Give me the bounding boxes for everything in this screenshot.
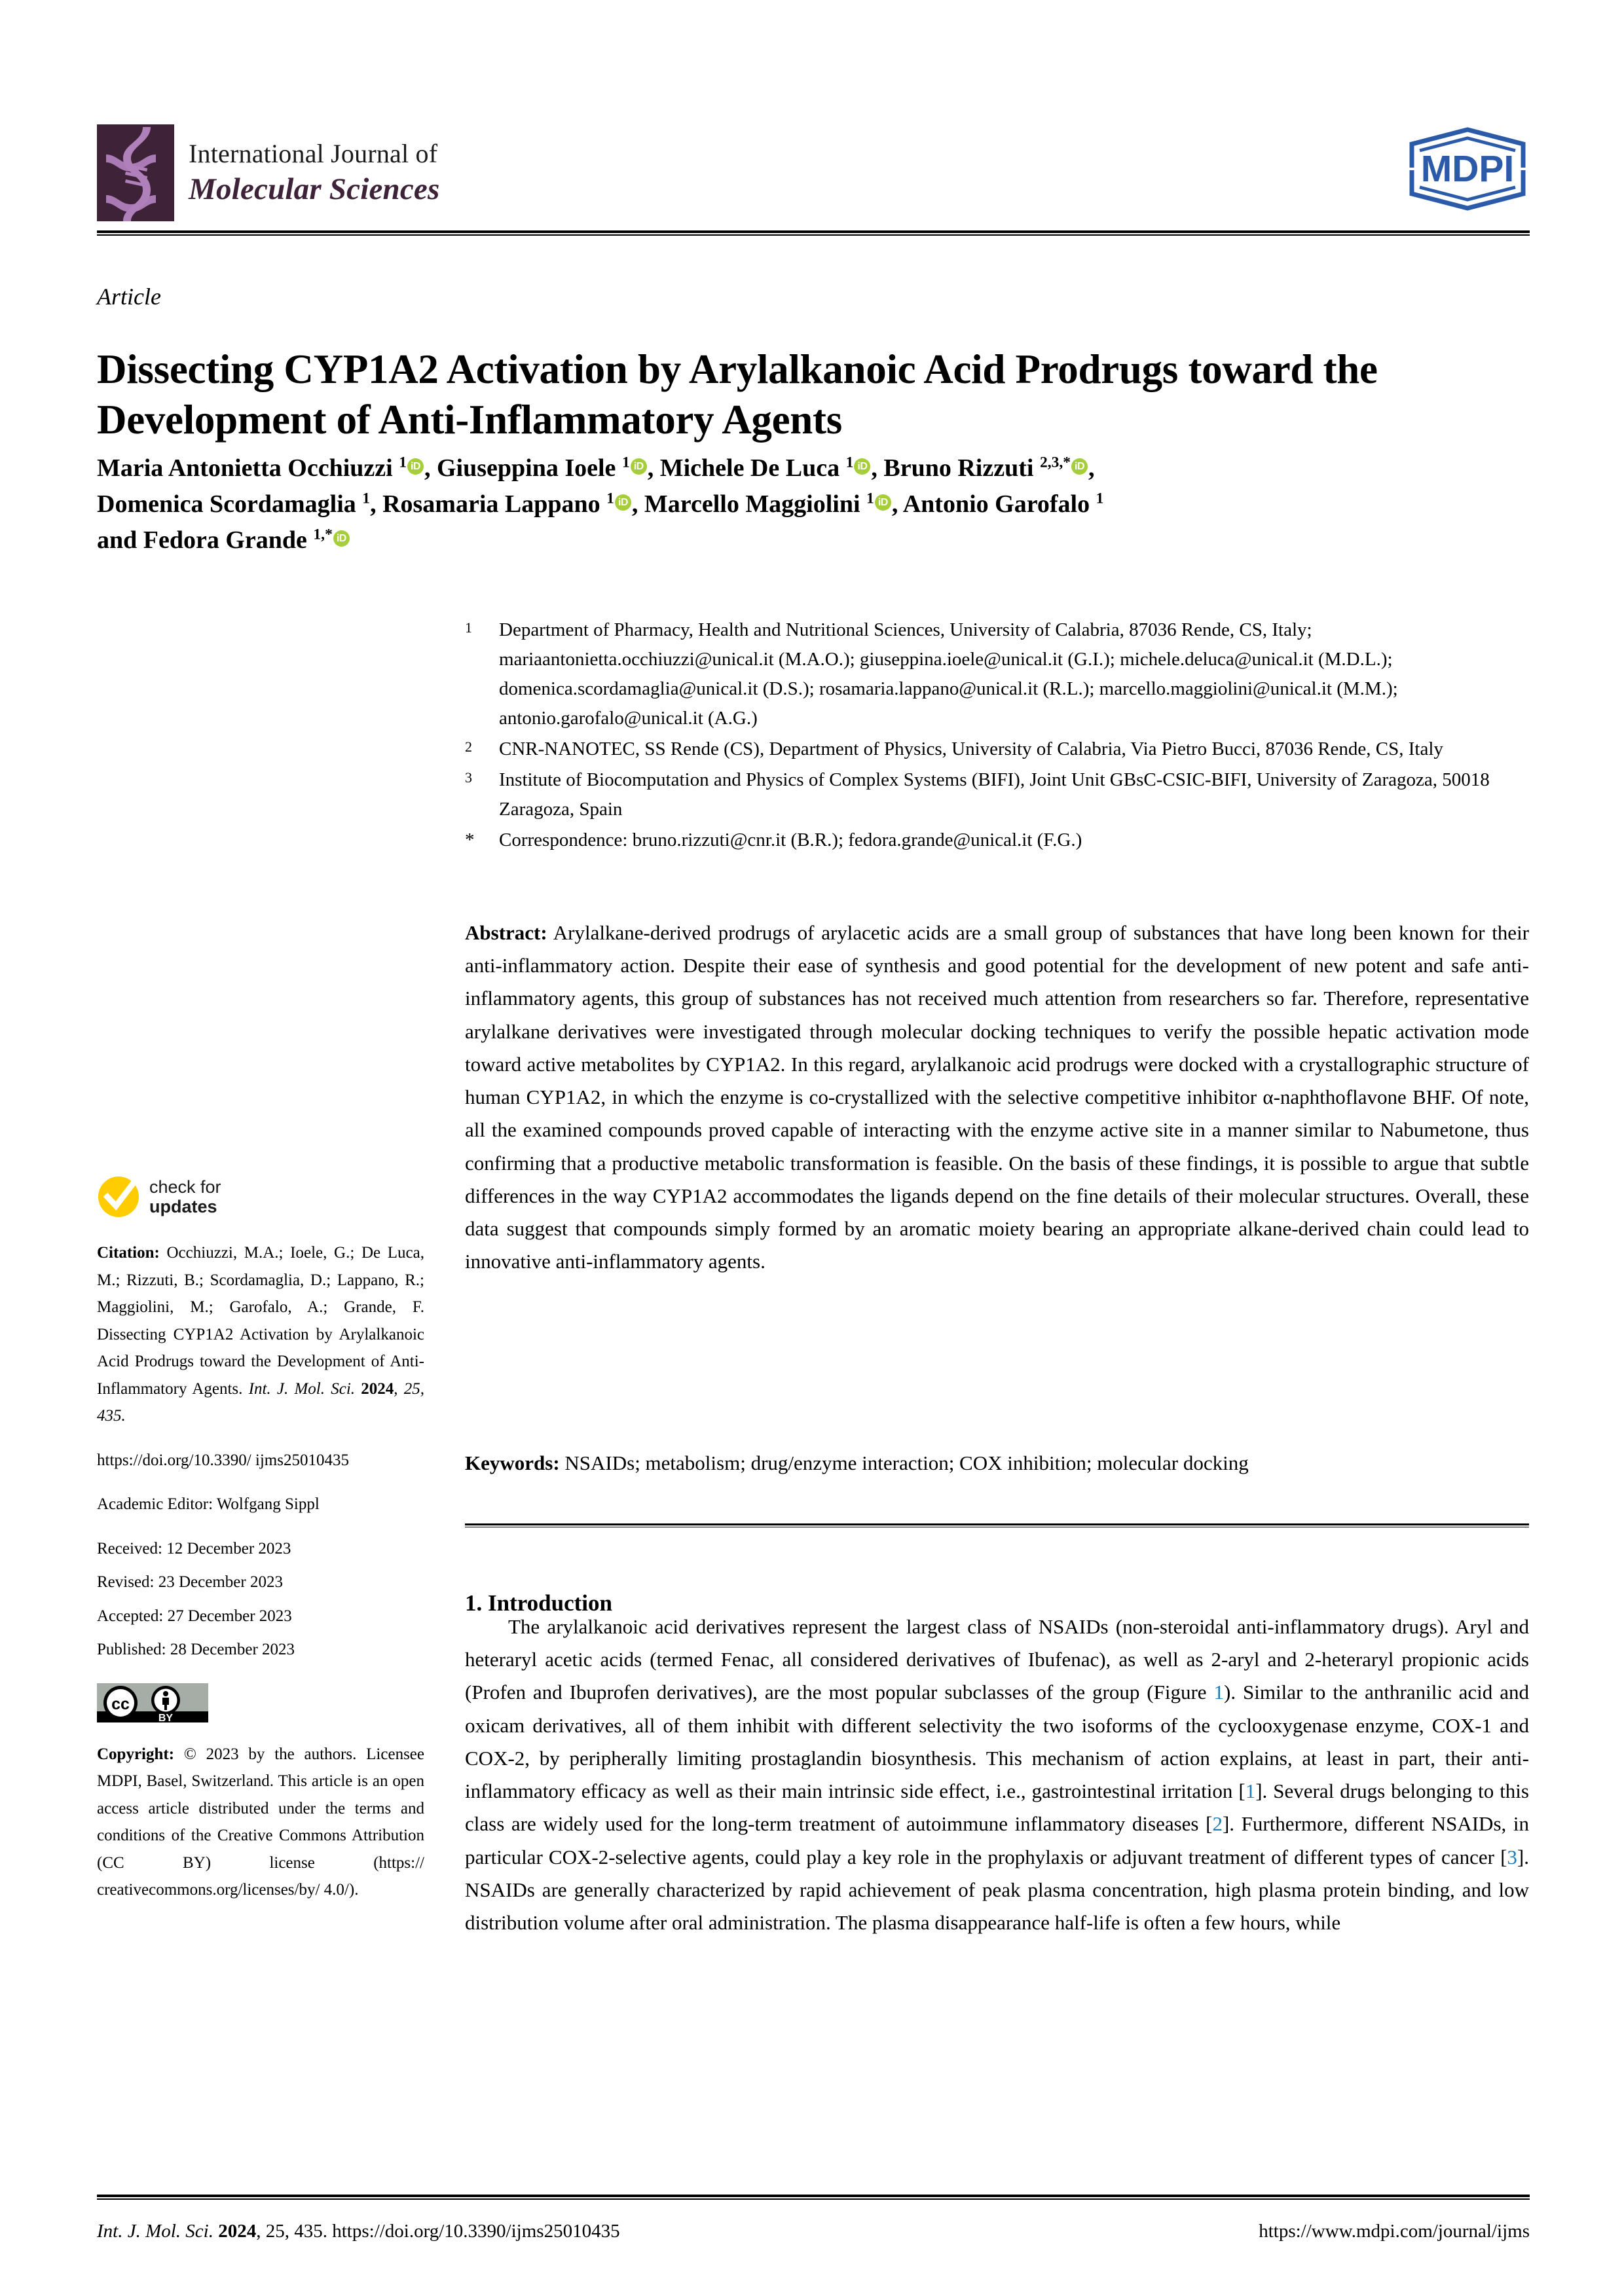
citation-journal: Int. J. Mol. Sci. (248, 1379, 356, 1398)
mdpi-logo (1405, 127, 1530, 211)
introduction-heading: 1. Introduction (465, 1590, 612, 1616)
article-type-label: Article (97, 283, 161, 310)
affiliation-number: 3 (465, 769, 472, 786)
keywords-text: NSAIDs; metabolism; drug/enzyme interaction; COX inhibition; molecular docking (559, 1451, 1249, 1474)
author-affil-ref: 1 (399, 454, 407, 471)
page-header (97, 124, 1530, 229)
reference-link-2[interactable]: 2 (1212, 1812, 1223, 1836)
orcid-icon[interactable]: iD (407, 458, 424, 475)
correspondence-text: Correspondence: bruno.rizzuti@cnr.it (B.R.); fedora.grande@unical.it (F.G.) (499, 829, 1082, 850)
author-affil-ref: 1 (606, 490, 614, 507)
affiliation-text: Department of Pharmacy, Health and Nutritional Sciences, University of Calabria, 87036 Rende, CS, Italy; mariaantonietta.occhiuzzi@unical.it (M.A.O.); giuseppina.ioele@unical.it (G.I.); michele.deluca@unical.it (M.D.L.); domenica.scordamaglia@unical.it (D.S.); rosamaria.lappano@unical.it (R.L.); marcello.maggiolini@unical.it (M.M.); antonio.garofalo@unical.it (A.G.) (499, 619, 1398, 729)
affiliation-item (465, 735, 1529, 764)
updates-text: updates (149, 1197, 217, 1216)
footer-doi: , 25, 435. https://doi.org/10.3390/ijms25010435 (256, 2221, 620, 2242)
orcid-icon[interactable]: iD (854, 458, 870, 475)
section-divider-rule (465, 1523, 1529, 1527)
accepted-date: Accepted: 27 December 2023 (97, 1607, 292, 1625)
affiliation-number: 1 (465, 619, 472, 636)
footer-journal: Int. J. Mol. Sci. (97, 2221, 213, 2242)
author-affil-ref: 1 (866, 490, 874, 507)
orcid-icon[interactable]: iD (615, 494, 631, 511)
author-affil-ref: 1 (1096, 490, 1104, 507)
journal-name-line2: Molecular Sciences (189, 172, 440, 206)
orcid-icon[interactable]: iD (1071, 458, 1088, 475)
by-glyph: BY (158, 1712, 174, 1722)
sidebar (97, 1175, 424, 1921)
orcid-icon[interactable]: iD (333, 530, 350, 547)
intro-text-b: ). Similar to the anthranilic acid and oxicam derivatives, all of them inhibit with different selectivity the two isoforms of the cyclooxygenase enzyme, COX-1 and COX-2, by peripherally limiting prostaglandin biosynthesis. This mechanism of action explains, at least in part, their anti-inflammatory efficacy as well as their main intrinsic side effect, i.e., gastrointestinal irritation [ (465, 1681, 1529, 1803)
check-for-text: check for (149, 1176, 221, 1197)
mdpi-wordmark: MDPI (1420, 148, 1515, 190)
revised-date: Revised: 23 December 2023 (97, 1573, 283, 1591)
reference-link-1[interactable]: 1 (1245, 1779, 1256, 1803)
author-name: , Antonio Garofalo (891, 490, 1096, 519)
journal-name-line1: International Journal of (189, 139, 438, 168)
author-affil-ref: 2,3,* (1039, 454, 1071, 471)
abstract-section (465, 917, 1529, 1278)
author-separator: , (1088, 454, 1095, 482)
keywords-label: Keywords: (465, 1451, 560, 1474)
intro-text-d: ]. Furthermore, different NSAIDs, in particular COX-2-selective agents, could play a key role in the prophylaxis or adjuvant treatment of different types of cancer [ (465, 1812, 1529, 1868)
introduction-paragraph (465, 1611, 1529, 1939)
citation-volume-page: , 25, 435. (97, 1379, 425, 1425)
abstract-text: Arylalkane-derived prodrugs of arylacetic acids are a small group of substances that have long been known for their anti-inflammatory action. Despite their ease of synthesis and good potential for the development of new potent and safe anti-inflammatory agents, this group of substances has not received much attention from researchers so far. Therefore, representative arylalkane derivatives were investigated through molecular docking techniques to verify the possible hepatic activation mode toward active metabolites by CYP1A2. In this regard, arylalkanoic acid prodrugs were docked with a crystallographic structure of human CYP1A2, in which the enzyme is co-crystallized with the selective competitive inhibitor α-naphthoflavone BHF. Of note, all the examined compounds proved capable of interacting with the enzyme active site in a manner similar to Nabumetone, thus confirming that a productive metabolic transformation is feasible. On the basis of these findings, it is possible to argue that subtle differences in the way CYP1A2 accommodates the ligands depend on the fine details of their molecular structures. Overall, these data suggest that compounds simply formed by an aromatic moiety bearing an appropriate alkane-derived chain could lead to innovative anti-inflammatory agents. (465, 921, 1529, 1273)
author-affil-ref: 1 (845, 454, 854, 471)
footer-rule (97, 2195, 1530, 2200)
footer-journal-url[interactable]: https://www.mdpi.com/journal/ijms (1259, 2221, 1530, 2242)
citation-year: 2024 (355, 1379, 394, 1398)
author-name: , Marcello Maggiolini (631, 490, 867, 519)
abstract-label: Abstract: (465, 921, 547, 944)
check-for-updates-badge[interactable] (97, 1175, 424, 1218)
citation-authors-title: Occhiuzzi, M.A.; Ioele, G.; De Luca, M.; Rizzuti, B.; Scordamaglia, D.; Lappano, R.; Maggiolini, M.; Garofalo, A.; Grande, F. Dissecting CYP1A2 Activation by Arylalkanoic Acid Prodrugs toward the Development of Anti-Inflammatory Agents. (97, 1244, 424, 1398)
footer-year: 2024 (213, 2221, 257, 2242)
author-affil-ref: 1 (362, 490, 371, 507)
affiliation-item (465, 615, 1529, 733)
author-name: , Bruno Rizzuti (871, 454, 1040, 482)
journal-title-block (189, 124, 439, 221)
copyright-label: Copyright: (97, 1745, 175, 1763)
journal-logo (97, 124, 439, 221)
affiliation-item (465, 765, 1529, 824)
reference-link-3[interactable]: 3 (1507, 1845, 1517, 1868)
affiliation-list (465, 615, 1529, 856)
citation-doi[interactable]: https://doi.org/10.3390/ ijms25010435 (97, 1451, 349, 1469)
dna-helix-icon (97, 124, 174, 221)
author-name: , Michele De Luca (647, 454, 846, 482)
affiliation-number: 2 (465, 738, 472, 755)
affiliation-text: Institute of Biocomputation and Physics of Complex Systems (BIFI), Joint Unit GBsC-CSIC-BIFI, University of Zaragoza, 50018 Zaragoza, Spain (499, 769, 1490, 820)
correspondence-item (465, 826, 1529, 855)
copyright-text: © 2023 by the authors. Licensee MDPI, Basel, Switzerland. This article is an open access article distributed under the terms and conditions of the Creative Commons Attribution (CC BY) license (https:// creativecommons.org/licenses/by/ 4.0/). (97, 1745, 424, 1899)
correspondence-marker: * (465, 829, 475, 850)
academic-editor: Academic Editor: Wolfgang Sippl (97, 1495, 320, 1513)
author-list (97, 450, 1524, 558)
intro-text-a: The arylalkanoic acid derivatives represent the largest class of NSAIDs (non-steroidal anti-inflammatory drugs). Aryl and heteraryl acetic acids (termed Fenac, all considered derivatives of Ibufenac), as well as 2-aryl and 2-heteraryl propionic acids (Profen and Ibuprofen derivatives), are the most popular subclasses of the group (Figure (465, 1615, 1529, 1704)
creative-commons-badge[interactable] (97, 1683, 208, 1722)
author-name: Maria Antonietta Occhiuzzi (97, 454, 399, 482)
citation-block (97, 1239, 424, 1430)
intro-text-c: ]. Several drugs belonging to this class are widely used for the long-term treatment of autoimmune inflammatory diseases [ (465, 1779, 1529, 1836)
header-rule (97, 230, 1530, 236)
author-name: Domenica Scordamaglia (97, 490, 363, 519)
received-date: Received: 12 December 2023 (97, 1539, 291, 1558)
author-name: , Giuseppina Ioele (424, 454, 622, 482)
cc-glyph: cc (111, 1694, 130, 1713)
copyright-block (97, 1741, 424, 1904)
check-for-updates-label (149, 1177, 221, 1216)
figure-link[interactable]: 1 (1213, 1681, 1225, 1704)
page-title: Dissecting CYP1A2 Activation by Arylalkanoic Acid Prodrugs toward the Development of Anti-Inflammatory Agents (97, 346, 1378, 443)
citation-label: Citation: (97, 1244, 160, 1262)
footer-citation (97, 2221, 620, 2242)
orcid-icon[interactable]: iD (631, 458, 647, 475)
affiliation-text: CNR-NANOTEC, SS Rende (CS), Department of Physics, University of Calabria, Via Pietro Bucci, 87036 Rende, CS, Italy (499, 738, 1443, 759)
author-name: and Fedora Grande (97, 526, 314, 555)
orcid-icon[interactable]: iD (875, 494, 891, 511)
published-date: Published: 28 December 2023 (97, 1641, 295, 1658)
keywords-section (465, 1447, 1529, 1480)
author-name: , Rosamaria Lappano (370, 490, 607, 519)
author-affil-ref: 1 (621, 454, 630, 471)
check-mark-icon (97, 1175, 140, 1218)
intro-text-e: ]. NSAIDs are generally characterized by rapid achievement of peak plasma concentration, high plasma protein binding, and low distribution volume after oral administration. The plasma disappearance half-life is often a few hours, while (465, 1845, 1529, 1934)
author-affil-ref: 1,* (313, 526, 333, 543)
